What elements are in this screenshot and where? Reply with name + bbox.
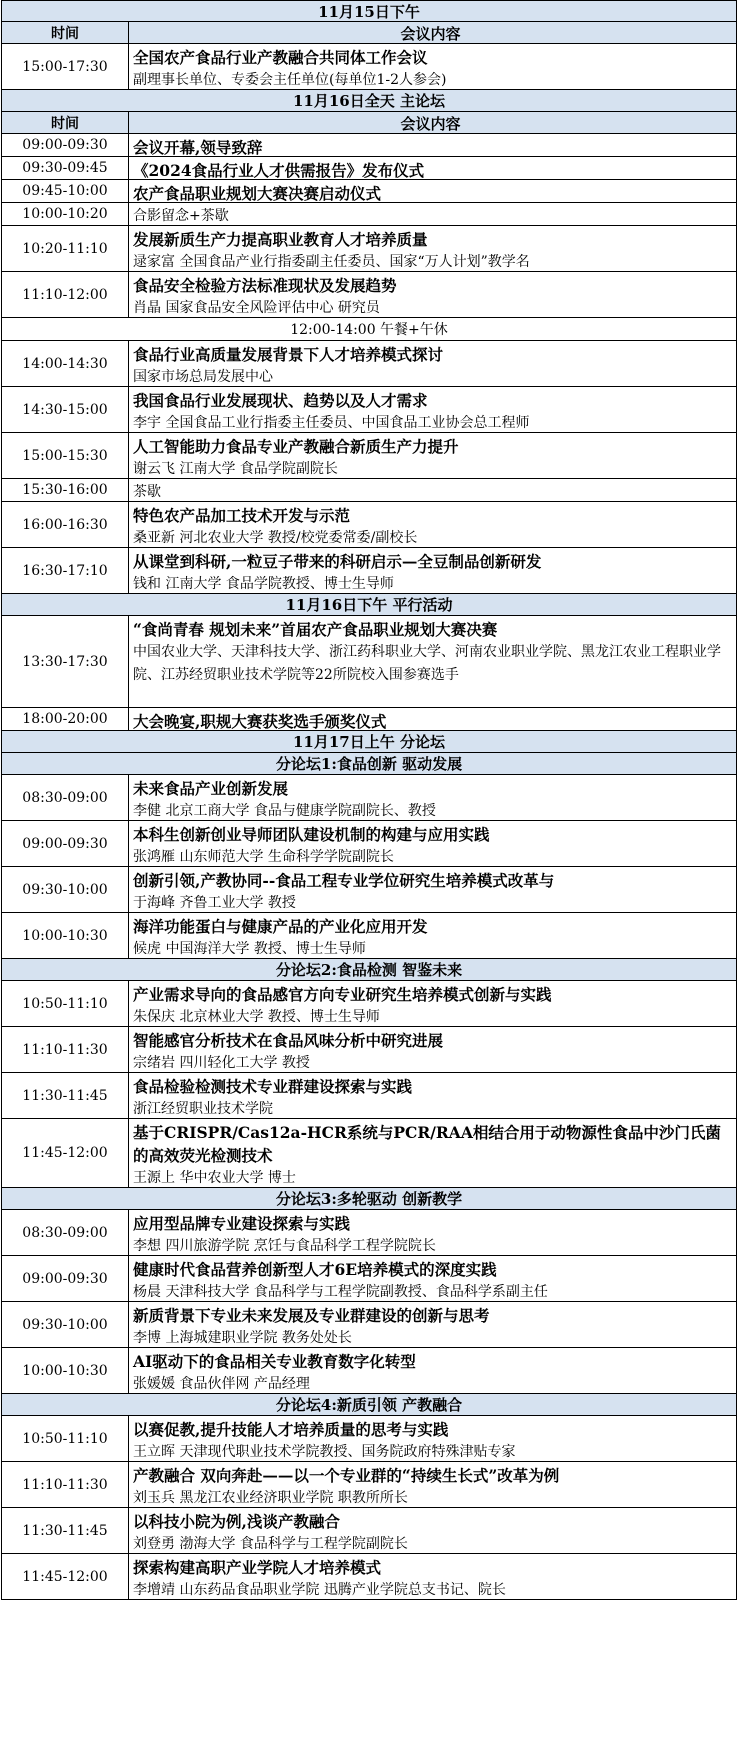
time-cell: 14:30-15:00: [2, 387, 129, 432]
schedule-row: [1, 708, 737, 731]
content-cell: [129, 479, 736, 501]
content-cell: [129, 548, 736, 593]
schedule-row: [1, 1256, 737, 1302]
session-title: 从课堂到科研,一粒豆子带来的科研启示—全豆制品创新研发: [133, 552, 542, 571]
content-cell: [129, 1302, 736, 1347]
content-cell: [129, 1073, 736, 1118]
session-speaker: 谢云飞 江南大学 食品学院副院长: [133, 461, 338, 477]
schedule-row: [1, 341, 737, 387]
session-speaker: 国家市场总局发展中心: [133, 369, 273, 385]
time-cell: 10:00-10:20: [2, 203, 129, 225]
time-cell: 15:00-15:30: [2, 433, 129, 478]
subforum-header-row: 分论坛1:食品创新 驱动发展: [1, 753, 737, 775]
schedule-row: [1, 226, 737, 272]
time-cell: 11:30-11:45: [2, 1508, 129, 1553]
session-speaker: 浙江经贸职业技术学院: [133, 1101, 273, 1117]
time-cell: 14:00-14:30: [2, 341, 129, 386]
schedule-row: [1, 821, 737, 867]
column-header-row: [1, 112, 737, 134]
session-title: 应用型品牌专业建设探索与实践: [133, 1214, 351, 1233]
content-cell: [129, 272, 736, 317]
schedule-row: [1, 548, 737, 594]
session-speaker: 候虎 中国海洋大学 教授、博士生导师: [133, 941, 366, 957]
schedule-row: [1, 1302, 737, 1348]
session-title: 发展新质生产力提高职业教育人才培养质量: [133, 230, 428, 249]
session-title: 新质背景下专业未来发展及专业群建设的创新与思考: [133, 1306, 490, 1325]
session-title: 健康时代食品营养创新型人才6E培养模式的深度实践: [133, 1260, 497, 1279]
time-cell: 16:30-17:10: [2, 548, 129, 593]
schedule-row: [1, 203, 737, 226]
break-row: 12:00-14:00 午餐+午休: [1, 318, 737, 341]
session-speaker: 宗绪岩 四川轻化工大学 教授: [133, 1055, 310, 1071]
session-speaker: 张鸿雁 山东师范大学 生命科学学院副院长: [133, 849, 394, 865]
schedule-row: [1, 867, 737, 913]
session-speaker: 朱保庆 北京林业大学 教授、博士生导师: [133, 1009, 380, 1025]
schedule-row: [1, 502, 737, 548]
content-cell: [129, 1348, 736, 1393]
session-speaker: 李健 北京工商大学 食品与健康学院副院长、教授: [133, 803, 436, 819]
session-title: 探索构建高职产业学院人才培养模式: [133, 1558, 382, 1577]
schedule-row: [1, 272, 737, 318]
time-cell: 13:30-17:30: [2, 616, 129, 707]
session-speaker: 于海峰 齐鲁工业大学 教授: [133, 895, 296, 911]
schedule-row: [1, 387, 737, 433]
time-cell: 11:10-11:30: [2, 1027, 129, 1072]
schedule-row: [1, 479, 737, 502]
time-cell: 10:20-11:10: [2, 226, 129, 271]
content-cell: [129, 1554, 736, 1599]
column-header-row: [1, 22, 737, 44]
content-cell: [129, 1416, 736, 1461]
content-cell: [129, 1119, 736, 1187]
session-title: 特色农产品加工技术开发与示范: [133, 506, 351, 525]
time-cell: 08:30-09:00: [2, 775, 129, 820]
schedule-row: [1, 1508, 737, 1554]
session-title: 以赛促教,提升技能人才培养质量的思考与实践: [133, 1420, 449, 1439]
content-cell: [129, 341, 736, 386]
session-speaker: 张媛媛 食品伙伴网 产品经理: [133, 1376, 310, 1392]
schedule-row: [1, 1073, 737, 1119]
schedule-row: [1, 1416, 737, 1462]
session-speaker: 杨晨 天津科技大学 食品科学与工程学院副教授、食品科学系副主任: [133, 1284, 548, 1300]
content-cell: [129, 1256, 736, 1301]
content-cell: [129, 203, 736, 225]
subforum-header-row: 分论坛4:新质引领 产教融合: [1, 1394, 737, 1416]
session-title: 食品行业高质量发展背景下人才培养模式探讨: [133, 345, 444, 364]
content-cell: [129, 616, 736, 707]
time-cell: 11:45-12:00: [2, 1119, 129, 1187]
schedule-row: [1, 1027, 737, 1073]
schedule-row: [1, 1554, 737, 1600]
time-cell: 08:30-09:00: [2, 1210, 129, 1255]
session-title: 我国食品行业发展现状、趋势以及人才需求: [133, 391, 428, 410]
schedule-row: [1, 913, 737, 959]
schedule-row: [1, 616, 737, 708]
session-speaker: 逯家富 全国食品产业行指委副主任委员、国家“万人计划”教学名: [133, 254, 530, 270]
subforum-header-row: 分论坛3:多轮驱动 创新教学: [1, 1188, 737, 1210]
content-cell: [129, 913, 736, 958]
time-column-header: 时间: [2, 112, 129, 133]
session-title: 食品检验检测技术专业群建设探索与实践: [133, 1077, 413, 1096]
schedule-row: [1, 44, 737, 90]
session-title: 全国农产食品行业产教融合共同体工作会议: [133, 48, 428, 67]
session-speaker: 茶歇: [133, 484, 161, 500]
session-speaker: 肖晶 国家食品安全风险评估中心 研究员: [133, 300, 380, 316]
content-cell: [129, 433, 736, 478]
session-speaker: 钱和 江南大学 食品学院教授、博士生导师: [133, 576, 394, 592]
session-speaker: 中国农业大学、天津科技大学、浙江药科职业大学、河南农业职业学院、黑龙江农业工程职业学院、江苏经贸职业技术学院等22所院校入围参赛选手: [133, 644, 721, 683]
time-cell: 10:00-10:30: [2, 913, 129, 958]
time-cell: 10:50-11:10: [2, 981, 129, 1026]
session-speaker: 李博 上海城建职业学院 教务处处长: [133, 1330, 352, 1346]
content-cell: [129, 44, 736, 89]
section-header-row: 11月17日上午 分论坛: [1, 731, 737, 753]
schedule-row: [1, 134, 737, 157]
time-cell: 10:50-11:10: [2, 1416, 129, 1461]
time-cell: 09:30-10:00: [2, 1302, 129, 1347]
session-speaker: 刘玉兵 黑龙江农业经济职业学院 职教所所长: [133, 1490, 408, 1506]
content-cell: [129, 1508, 736, 1553]
content-cell: [129, 157, 736, 179]
session-speaker: 李宇 全国食品工业行指委主任委员、中国食品工业协会总工程师: [133, 415, 530, 431]
session-speaker: 李想 四川旅游学院 烹饪与食品科学工程学院院长: [133, 1238, 436, 1254]
session-title: 本科生创新创业导师团队建设机制的构建与应用实践: [133, 825, 490, 844]
session-title: 产教融合 双向奔赴——以一个专业群的“持续生长式”改革为例: [133, 1466, 560, 1485]
session-title: AI驱动下的食品相关专业教育数字化转型: [133, 1352, 416, 1371]
section-header-row: 11月16日全天 主论坛: [1, 90, 737, 112]
session-title: 《2024食品行业人才供需报告》发布仪式: [133, 161, 425, 179]
session-title: 农产食品职业规划大赛决赛启动仪式: [133, 184, 382, 202]
session-speaker: 刘登勇 渤海大学 食品科学与工程学院副院长: [133, 1536, 408, 1552]
time-cell: 09:30-10:00: [2, 867, 129, 912]
session-speaker: 桑亚新 河北农业大学 教授/校党委常委/副校长: [133, 530, 418, 546]
time-cell: 16:00-16:30: [2, 502, 129, 547]
session-speaker: 王立晖 天津现代职业技术学院教授、国务院政府特殊津贴专家: [133, 1444, 516, 1460]
time-cell: 09:45-10:00: [2, 180, 129, 202]
session-title: 智能感官分析技术在食品风味分析中研究进展: [133, 1031, 444, 1050]
time-column-header: 时间: [2, 22, 129, 43]
section-header-row: 11月15日下午: [1, 0, 737, 22]
session-title: 会议开幕,领导致辞: [133, 138, 263, 156]
session-speaker: 王源上 华中农业大学 博士: [133, 1170, 296, 1186]
schedule-row: [1, 1119, 737, 1188]
session-title: 未来食品产业创新发展: [133, 779, 289, 798]
content-column-header: 会议内容: [400, 25, 461, 43]
content-column-header: 会议内容: [400, 115, 461, 133]
time-cell: 09:00-09:30: [2, 134, 129, 156]
content-cell: [129, 502, 736, 547]
schedule-row: [1, 1210, 737, 1256]
schedule-row: [1, 1348, 737, 1394]
session-title: “食尚青春 规划未来”首届农产食品职业规划大赛决赛: [133, 620, 498, 639]
content-cell: [129, 867, 736, 912]
session-speaker: 李增靖 山东药品食品职业学院 迅腾产业学院总支书记、院长: [133, 1582, 506, 1598]
content-cell: [129, 708, 736, 730]
time-cell: 09:00-09:30: [2, 821, 129, 866]
time-cell: 11:10-11:30: [2, 1462, 129, 1507]
content-cell: [129, 775, 736, 820]
schedule-row: [1, 157, 737, 180]
session-speaker: 合影留念+茶歇: [133, 208, 229, 224]
schedule-row: [1, 981, 737, 1027]
content-cell: [129, 1462, 736, 1507]
time-cell: 15:00-17:30: [2, 44, 129, 89]
content-cell: [129, 981, 736, 1026]
content-cell: [129, 180, 736, 202]
schedule-row: [1, 775, 737, 821]
time-cell: 11:10-12:00: [2, 272, 129, 317]
session-title: 创新引领,产教协同--食品工程专业学位研究生培养模式改革与: [133, 871, 555, 890]
session-title: 大会晚宴,职规大赛获奖选手颁奖仪式: [133, 712, 387, 730]
schedule-row: [1, 180, 737, 203]
session-title: 海洋功能蛋白与健康产品的产业化应用开发: [133, 917, 428, 936]
content-cell: [129, 387, 736, 432]
schedule-row: [1, 433, 737, 479]
time-cell: 15:30-16:00: [2, 479, 129, 501]
section-header-row: 11月16日下午 平行活动: [1, 594, 737, 616]
session-title: 人工智能助力食品专业产教融合新质生产力提升: [133, 437, 459, 456]
subforum-header-row: 分论坛2:食品检测 智鉴未来: [1, 959, 737, 981]
time-cell: 09:30-09:45: [2, 157, 129, 179]
content-cell: [129, 134, 736, 156]
time-cell: 11:45-12:00: [2, 1554, 129, 1599]
time-cell: 10:00-10:30: [2, 1348, 129, 1393]
session-speaker: 副理事长单位、专委会主任单位(每单位1-2人参会): [133, 72, 447, 88]
content-cell: [129, 1210, 736, 1255]
schedule-table: [1, 0, 737, 1600]
time-cell: 11:30-11:45: [2, 1073, 129, 1118]
content-cell: [129, 1027, 736, 1072]
time-cell: 18:00-20:00: [2, 708, 129, 730]
content-cell: [129, 821, 736, 866]
content-cell: [129, 226, 736, 271]
time-cell: 09:00-09:30: [2, 1256, 129, 1301]
schedule-row: [1, 1462, 737, 1508]
session-title: 以科技小院为例,浅谈产教融合: [133, 1512, 340, 1531]
session-title: 产业需求导向的食品感官方向专业研究生培养模式创新与实践: [133, 985, 552, 1004]
session-title: 食品安全检验方法标准现状及发展趋势: [133, 276, 397, 295]
session-title: 基于CRISPR/Cas12a-HCR系统与PCR/RAA相结合用于动物源性食品中沙门氏菌的高效荧光检测技术: [133, 1123, 721, 1165]
